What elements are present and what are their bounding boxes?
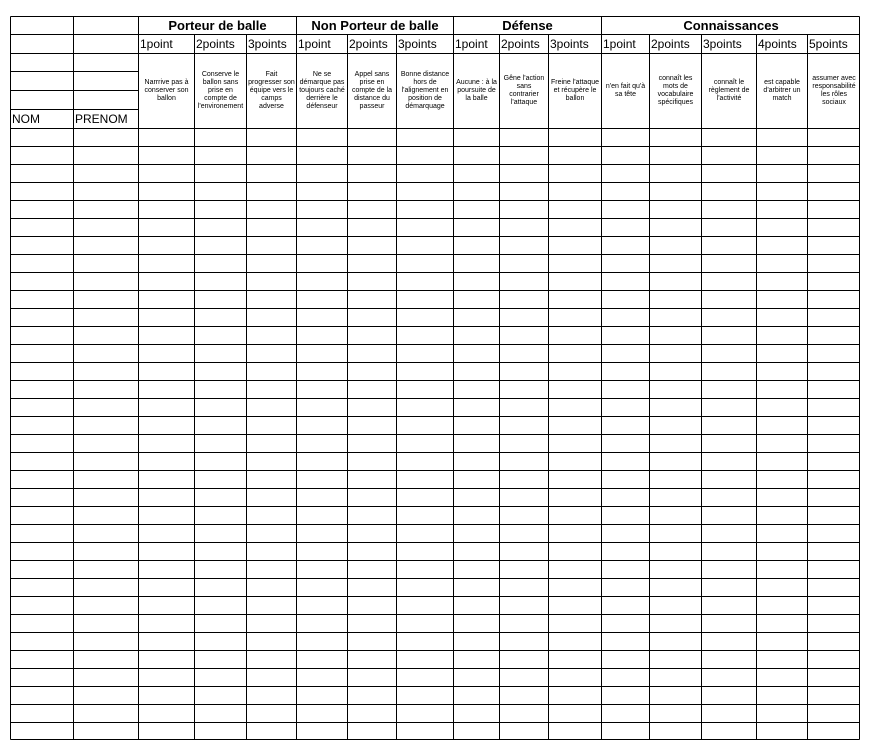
- points-label: 3points: [248, 37, 287, 51]
- criterion-description: Conserve le ballon sans prise en compte de l'environement: [197, 71, 244, 110]
- group-title-defense: Défense: [502, 18, 553, 33]
- criterion-description: est capable d'arbitrer un match: [763, 79, 801, 102]
- points-label: 3points: [703, 37, 742, 51]
- criterion-description: Freine l'attaque et récupère le ballon: [550, 79, 600, 102]
- points-label: 1point: [455, 37, 488, 51]
- column-header-prenom: PRENOM: [75, 112, 128, 126]
- points-label: 2points: [501, 37, 540, 51]
- points-label: 1point: [140, 37, 173, 51]
- criterion-description: Gêne l'action sans contrarier l'attaque: [503, 75, 545, 106]
- points-label: 3points: [550, 37, 589, 51]
- criterion-description: Narrrive pas à conserver son ballon: [144, 79, 189, 102]
- criterion-description: Ne se démarque pas toujours caché derrière le défenseur: [299, 71, 345, 110]
- points-label: 1point: [298, 37, 331, 51]
- criterion-description: Bonne distance hors de l'alignement en position de démarquage: [400, 71, 450, 110]
- criterion-description: assumer avec responsabilité les rôles sociaux: [812, 75, 856, 106]
- points-label: 1point: [603, 37, 636, 51]
- criterion-description: Appel sans prise en compte de la distance du passeur: [351, 71, 393, 110]
- criterion-description: n'en fait qu'à sa tête: [605, 83, 646, 98]
- points-label: 2points: [349, 37, 388, 51]
- group-title-connaissances: Connaissances: [683, 18, 779, 33]
- points-label: 2points: [651, 37, 690, 51]
- criterion-description: connaît le règlement de l'activité: [708, 79, 750, 102]
- points-label: 3points: [398, 37, 437, 51]
- column-header-nom: NOM: [12, 112, 40, 126]
- evaluation-grid: [10, 16, 860, 740]
- criterion-description: connaît les mots de vocabulaire spécifiques: [657, 75, 694, 106]
- criterion-description: Fait progresser son équipe vers le camps adverse: [248, 71, 295, 110]
- points-label: 4points: [758, 37, 797, 51]
- group-title-non-porteur: Non Porteur de balle: [311, 18, 439, 33]
- group-title-porteur: Porteur de balle: [168, 18, 267, 33]
- criterion-description: Aucune : à la poursuite de la balle: [456, 79, 497, 102]
- points-label: 2points: [196, 37, 235, 51]
- points-label: 5points: [809, 37, 848, 51]
